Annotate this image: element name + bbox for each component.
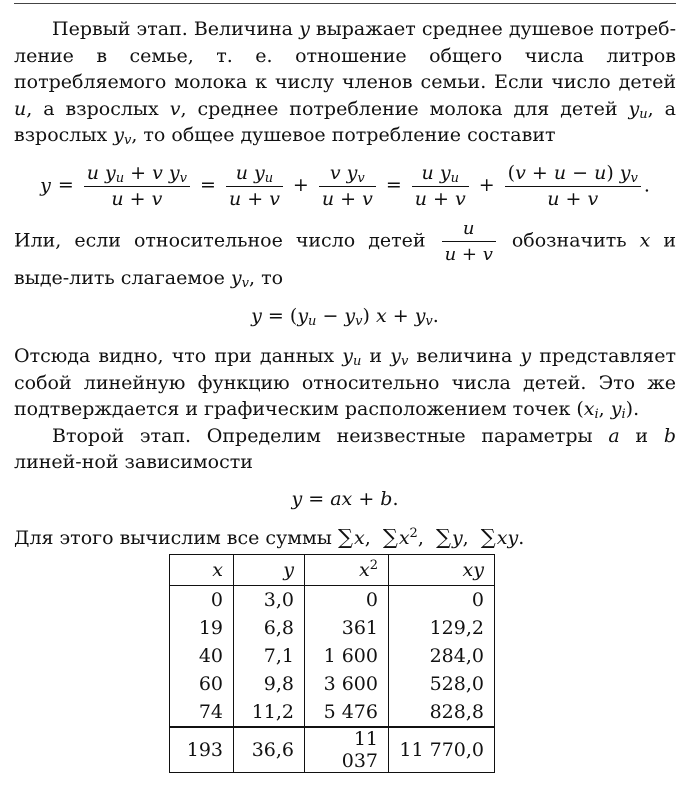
table-cell: 828,8 [389,698,495,727]
paragraph-second-stage: Второй этап. Определим неизвестные параметры a и b линей-ной зависимости [14,424,676,473]
paragraph-first-stage: Первый этап. Величина y выражает среднее душевое потреб-ление в семье, т. е. отношение общего числа литров потребляемого молока к числу членов семьи. Если число детей u, а взрослых v, среднее потребление молока для детей $y_u$, а взрослых $y_v$, то общее душевое потребление составит [14,18,676,148]
table-total-cell: 11 770,0 [389,727,495,773]
text-run: , а взрослых [14,97,676,146]
text-run: представляет собой линейную функцию относительно числа детей. Это же подтверждается и графическим расположением точек [14,345,677,420]
table-cell: 60 [170,670,234,698]
table-cell: 19 [170,614,234,642]
sums-table [169,554,495,773]
table-total-cell: 36,6 [234,727,305,773]
text-run: . [633,398,640,420]
table-row [170,670,495,698]
table-cell: 6,8 [234,614,305,642]
text-run: и [619,424,664,447]
table-cell: 528,0 [389,670,495,698]
text-run: и выде-лить слагаемое [14,229,676,289]
table-row [170,586,495,615]
table-total-cell: 193 [170,727,234,773]
table-header-y: y [234,555,305,586]
top-rule [14,3,676,4]
text-run: , то [248,266,284,289]
table-header-xy: xy [389,555,495,586]
table-cell: 5 476 [305,698,389,727]
table-cell: 284,0 [389,642,495,670]
text-run: , то общее душевое потребление составит [131,124,556,146]
table-cell: 0 [305,586,389,615]
text-run: Или, если относительное число детей [14,229,439,251]
paragraph-sums: Для этого вычислим все суммы ∑x, $\sum x^2$, ∑y, ∑xy. [14,524,525,549]
table-cell: 0 [389,586,495,615]
table-header-row [170,555,495,586]
table-cell: 7,1 [234,642,305,670]
table-header-x2: $x^2$ [305,555,389,586]
table-totals-row [170,727,495,773]
paragraph-conclusion: Отсюда видно, что при данных $y_u$ и $y_v$ величина y представляет собой линейную функцию относительно числа детей. Это же подтверждается и графическим расположением точек ($x_i$, $y_i$). [14,345,677,422]
text-run: выражает среднее душевое потреб-ление в семье, т. е. отношение общего числа литров потребляемого молока к числу членов семьи. Если число детей [14,18,676,93]
table-cell: 3,0 [234,586,305,615]
formula-linear-dependency: y = ax + b. [291,487,399,510]
text-run: и [361,345,391,367]
table-cell: 0 [170,586,234,615]
text-run: линей-ной зависимости [14,451,253,473]
table-cell: 1 600 [305,642,389,670]
text-run: Первый этап. Величина [52,18,300,40]
table-cell: 40 [170,642,234,670]
table-cell: 3 600 [305,670,389,698]
table-row [170,614,495,642]
text-run: величина [408,345,521,367]
table-cell: 129,2 [389,614,495,642]
table-cell: 74 [170,698,234,727]
table-total-cell: 11 037 [305,727,389,773]
text-run: Для этого вычислим все суммы [14,526,338,549]
table-row [170,698,495,727]
formula-linear-form: $y = (y_u - y_v) x + y_v$. [251,305,439,329]
table-header-x: x [170,555,234,586]
text-run: , среднее потребление молока для детей [180,97,629,120]
text-run: обозначить [498,229,640,251]
paragraph-relative-children: Или, если относительное число детей $\frac{u}{u + v}$ обозначить x и выде-лить слагаемое $y_v$, то [14,217,676,291]
text-run: Второй этап. Определим неизвестные параметры [52,424,609,447]
page-content [14,16,676,551]
text-run: , а взрослых [26,97,170,120]
table-cell: 361 [305,614,389,642]
text-run: Отсюда видно, что при данных [14,345,343,367]
table-cell: 11,2 [234,698,305,727]
formula-total-consumption: y = $\frac{u y_u + v y_v}{u + v}$ = $\frac{u y_u}{u + v}$ + $\frac{v y_v}{u + v}$ = $\frac{u y_u}{u + v}$ + $\frac{(v + u - u) y_v}{u + v}$ . [40,161,650,210]
table-cell: 9,8 [234,670,305,698]
table-row [170,642,495,670]
